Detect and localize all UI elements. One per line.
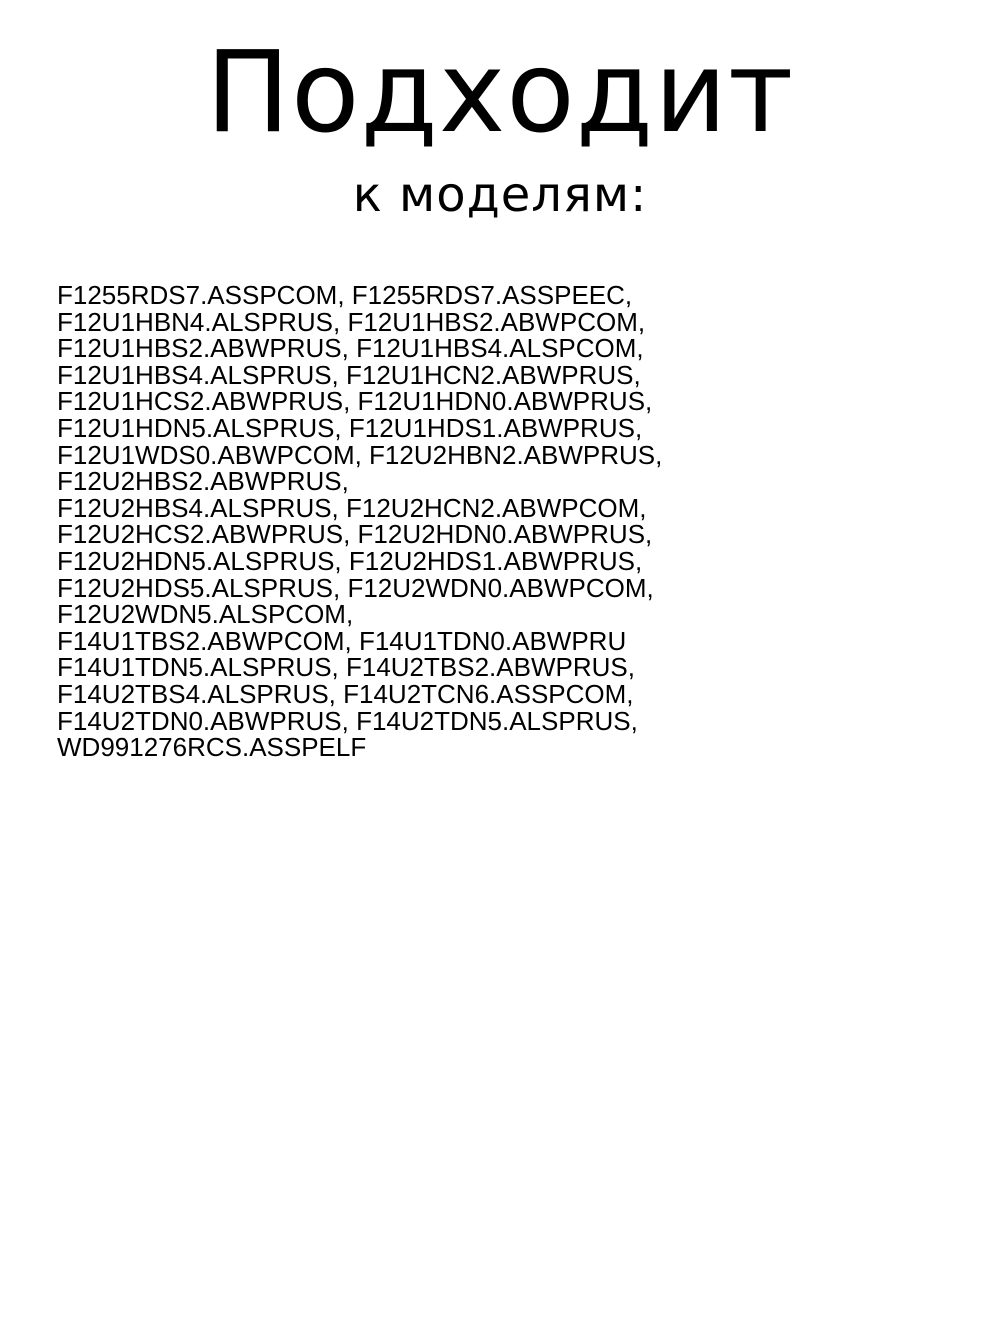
- model-line: F12U2HDN5.ALSPRUS, F12U2HDS1.ABWPRUS,: [57, 545, 643, 576]
- model-line: F1255RDS7.ASSPCOM, F1255RDS7.ASSPEEC,: [57, 280, 633, 310]
- model-line: F12U2HBS2.ABWPRUS,: [57, 466, 349, 497]
- page-title: Подходит: [205, 28, 795, 158]
- model-line: F14U1TDN5.ALSPRUS, F14U2TBS2.ABWPRUS,: [57, 652, 635, 683]
- model-line: WD991276RCS.ASSPELF: [57, 732, 367, 763]
- model-line: F12U1HCS2.ABWPRUS, F12U1HDN0.ABWPRUS,: [57, 386, 653, 417]
- model-line: F14U1TBS2.ABWPCOM, F14U1TDN0.ABWPRU: [57, 625, 627, 656]
- page-subtitle: к моделям:: [352, 167, 648, 223]
- model-line: F12U1HBN4.ALSPRUS, F12U1HBS2.ABWPCOM,: [57, 306, 646, 337]
- model-line: F12U1HBS4.ALSPRUS, F12U1HCN2.ABWPRUS,: [57, 359, 641, 390]
- model-line: F12U2WDN5.ALSPCOM,: [57, 599, 354, 630]
- model-line: F14U2TDN0.ABWPRUS, F14U2TDN5.ALSPRUS,: [57, 705, 638, 736]
- model-line: F14U2TBS4.ALSPRUS, F14U2TCN6.ASSPCOM,: [57, 678, 634, 709]
- compatible-models-list: [57, 282, 957, 761]
- model-line: F12U1HBS2.ABWPRUS, F12U1HBS4.ALSPCOM,: [57, 333, 644, 364]
- model-line: F12U1HDN5.ALSPRUS, F12U1HDS1.ABWPRUS,: [57, 412, 643, 443]
- model-line: F12U2HCS2.ABWPRUS, F12U2HDN0.ABWPRUS,: [57, 519, 653, 550]
- model-line: F12U2HDS5.ALSPRUS, F12U2WDN0.ABWPCOM,: [57, 572, 654, 603]
- model-line: F12U1WDS0.ABWPCOM, F12U2HBN2.ABWPRUS,: [57, 439, 663, 470]
- model-line: F12U2HBS4.ALSPRUS, F12U2HCN2.ABWPCOM,: [57, 492, 647, 523]
